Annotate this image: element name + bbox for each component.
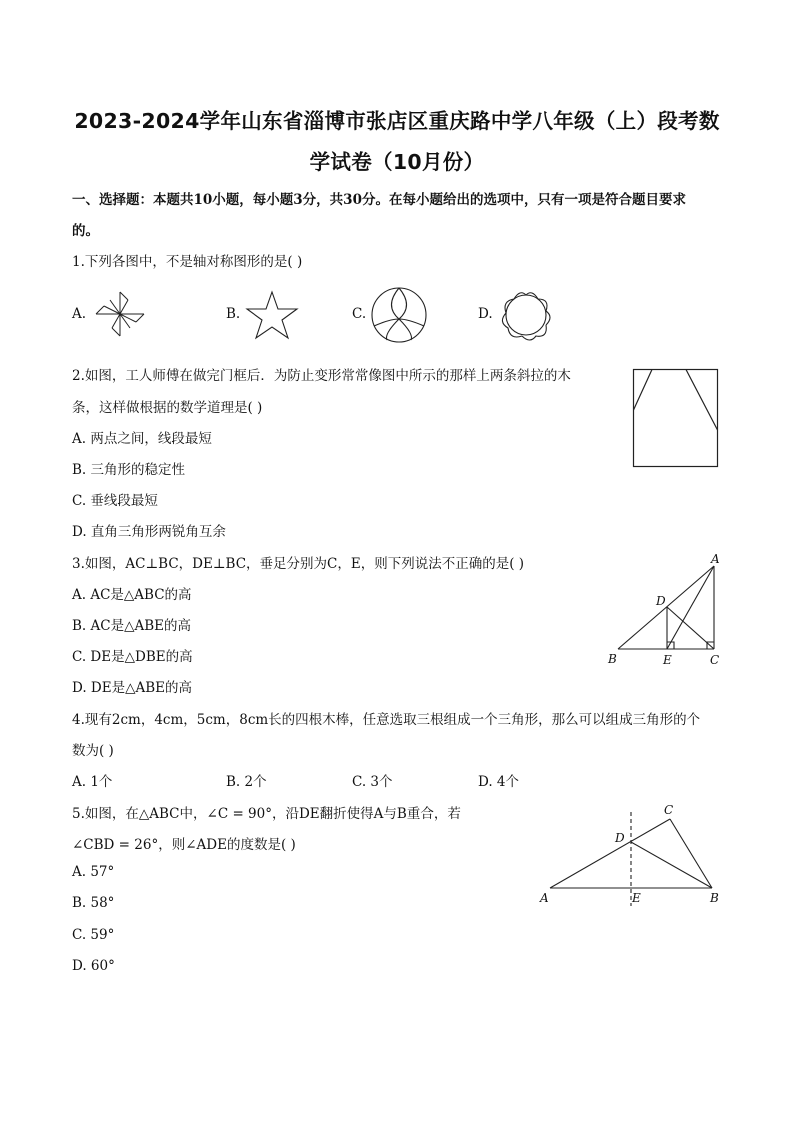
q3-label-a: A (711, 552, 720, 566)
q1-option-b-label: B. (226, 306, 241, 322)
q5-label-d: D (615, 831, 625, 845)
q3-option-d: D. DE是△ABE的高 (72, 680, 193, 696)
exam-title-line2: 学试卷（10月份） (309, 150, 485, 174)
q1-stem: 1.下列各图中，不是轴对称图形的是( ) (72, 254, 303, 270)
q4-option-c: C. 3个 (352, 774, 393, 790)
q2-option-b: B. 三角形的稳定性 (72, 462, 186, 478)
q5-label-e: E (632, 891, 641, 905)
q1-figure-flower (496, 286, 556, 344)
q2-option-c: C. 垂线段最短 (72, 493, 158, 509)
q5-stem-line1: 5.如图，在△ABC中，∠C = 90°，沿DE翻折使得A与B重合，若 (72, 806, 461, 822)
q5-label-a: A (540, 891, 549, 905)
q1-figure-pinwheel (90, 288, 150, 340)
q3-label-b: B (608, 652, 617, 666)
q4-stem-line1: 4.现有2cm，4cm，5cm，8cm长的四根木棒，任意选取三根组成一个三角形，那么可以组成三角形的个 (72, 712, 701, 728)
q2-stem-line1: 2.如图，工人师傅在做完门框后．为防止变形常常像图中所示的那样上两条斜拉的木 (72, 368, 571, 384)
q1-option-a-label: A. (72, 306, 87, 322)
q3-option-c: C. DE是△DBE的高 (72, 649, 193, 665)
q5-option-c: C. 59° (72, 927, 115, 943)
q5-figure-fold-triangle (534, 798, 730, 910)
q2-figure-door-frame (632, 368, 720, 468)
q1-figure-star (244, 290, 300, 340)
q5-label-b: B (710, 891, 719, 905)
q5-label-c: C (664, 803, 674, 817)
q1-option-c-label: C. (352, 306, 367, 322)
q5-option-b: B. 58° (72, 895, 115, 911)
q1-figure-circle-arcs (370, 286, 428, 344)
q3-label-e: E (663, 653, 672, 667)
section-instructions-line1: 一、选择题：本题共10小题，每小题3分，共30分。在每小题给出的选项中，只有一项是符合题目要求 (72, 192, 686, 208)
q3-label-c: C (710, 653, 720, 667)
q2-stem-line2: 条，这样做根据的数学道理是( ) (72, 400, 263, 416)
q4-option-a: A. 1个 (72, 774, 113, 790)
q4-stem-line2: 数为( ) (72, 743, 114, 759)
q2-option-d: D. 直角三角形两锐角互余 (72, 524, 226, 540)
q4-option-b: B. 2个 (226, 774, 267, 790)
q5-option-d: D. 60° (72, 958, 115, 974)
exam-title-line1: 2023-2024学年山东省淄博市张店区重庆路中学八年级（上）段考数 (74, 109, 720, 133)
q5-option-a: A. 57° (72, 864, 115, 880)
q3-stem: 3.如图，AC⊥BC，DE⊥BC，垂足分别为C，E，则下列说法不正确的是( ) (72, 556, 525, 572)
q3-figure-triangle (604, 552, 730, 670)
q4-option-d: D. 4个 (478, 774, 520, 790)
q2-option-a: A. 两点之间，线段最短 (72, 431, 212, 447)
q3-option-b: B. AC是△ABE的高 (72, 618, 191, 634)
section-instructions-line2: 的。 (72, 223, 99, 239)
q5-stem-line2: ∠CBD = 26°，则∠ADE的度数是( ) (72, 837, 296, 853)
q3-label-d: D (656, 594, 666, 608)
q1-option-d-label: D. (478, 306, 493, 322)
q3-option-a: A. AC是△ABC的高 (72, 587, 192, 603)
